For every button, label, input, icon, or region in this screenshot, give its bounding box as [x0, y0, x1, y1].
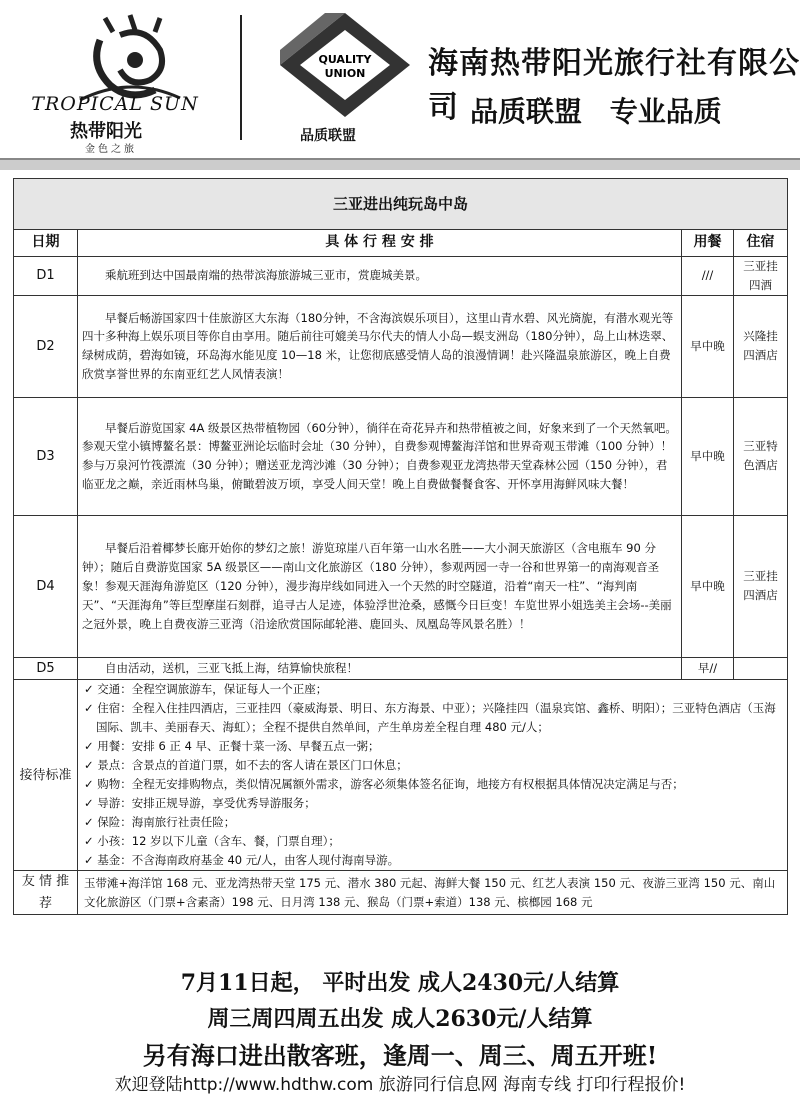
header-plan: 具 体 行 程 安 排 — [78, 230, 682, 257]
day-label: D4 — [14, 515, 78, 657]
header-hotel: 住宿 — [734, 230, 788, 257]
price-line-1: 7月11日起， 平时出发 成人2430元/人结算 — [180, 970, 620, 996]
day-plan: 早餐后游览国家 4A 级景区热带植物园（60分钟），徜徉在奇花异卉和热带植被之间，好象来到了一个天然氧吧。参观天堂小镇博鳌名景：博鳌亚洲论坛临时会址（30 分钟），自费参观博鳌海洋馆和世界奇观玉带滩（100 分钟）！参与万泉河竹筏漂流（30 分钟）；赠送亚龙湾沙滩（30 分钟）；自费参观亚龙湾热带天堂森林公园（150 分钟），君临亚龙之巅，亲近雨林鸟巢，俯瞰碧波万顷，享受人间天堂！晚上自费做餐餐食客、开怀享用海鲜风味大餐！ — [78, 397, 682, 515]
day-label: D3 — [14, 397, 78, 515]
table-row — [14, 397, 788, 515]
day-meal: /// — [682, 257, 734, 296]
company-name: 海南热带阳光旅行社有限公司 — [428, 46, 800, 125]
day-plan: 早餐后沿着椰梦长廊开始你的梦幻之旅！游览琼崖八百年第一山水名胜——大小洞天旅游区（含电瓶车 90 分钟）；随后自费游览国家 5A 级景区——南山文化旅游区（180 分钟），参观两园一寺一谷和世界第一的南海观音圣象！参观天涯海角游览区（120 分钟），漫步海岸线如同进入一个天然的时空隧道，沿着“南天一柱”、“海判南天”、“天涯海角”等巨型摩崖石刻群，追寻古人足迹，体验浮世沧桑，感慨今日巨变！车览世界小姐选美主会场--美丽之冠外景，晚上自费夜游三亚湾（沿途欣赏国际邮轮港、鹿回头、凤凰岛等风景名胜）！ — [78, 515, 682, 657]
slogan: 品质联盟 专业品质 — [470, 95, 722, 128]
day-hotel: 三亚挂四酒店 — [734, 515, 788, 657]
union-cn: 品质联盟 — [300, 128, 356, 144]
service-item: ✓ 景点：含景点的首道门票，如不去的客人请在景区门口休息； — [84, 758, 408, 773]
day-hotel: 兴隆挂四酒店 — [734, 295, 788, 397]
tropical-sun-logo — [15, 5, 215, 155]
service-list — [78, 680, 788, 871]
day-hotel — [734, 657, 788, 679]
itinerary-table — [13, 178, 788, 915]
logo-cn: 热带阳光 — [70, 121, 142, 142]
website-line: 欢迎登陆http://www.hdthw.com 旅游同行信息网 海南专线 打印行程报价! — [114, 1075, 686, 1095]
header-bar — [0, 158, 800, 170]
recommend-row — [14, 871, 788, 915]
service-item: ✓ 基金：不含海南政府基金 40 元/人，由客人现付海南导游。 — [84, 853, 400, 868]
schedule-line: 另有海口进出散客班，逢周一、周三、周五开班! — [142, 1041, 658, 1070]
service-item: ✓ 购物：全程无安排购物点，类似情况属额外需求，游客必须集体签名征询，地接方有权根据具体情况决定满足与否； — [84, 777, 684, 792]
day-meal: 早// — [682, 657, 734, 679]
day-plan: 早餐后畅游国家四十佳旅游区大东海（180分钟，不含海滨娱乐项目），这里山青水碧、风光旖旎，有潜水观光等四十多种海上娱乐项目等你自由享用。随后前往可媲美马尔代夫的情人小岛—蜈支洲岛（180分钟），岛上山林迭翠、绿树成荫，碧海如镜，环岛海水能见度 10—18 米，让您彻底感受情人岛的浪漫情调！赴兴隆温泉旅游区，晚上自费欣赏享誉世界的东南亚红艺人风情表演！ — [78, 295, 682, 397]
union-en-1: QUALITY — [318, 53, 372, 66]
service-item: ✓ 导游：安排正规导游，享受优秀导游服务； — [84, 796, 316, 811]
page-header — [0, 0, 800, 160]
table-row — [14, 257, 788, 296]
day-label: D2 — [14, 295, 78, 397]
day-hotel: 三亚特色酒店 — [734, 397, 788, 515]
recommend-label: 友 情 推 荐 — [14, 871, 78, 915]
service-label: 接待标准 — [14, 680, 78, 871]
logo-text: TROPICAL SUN — [31, 93, 199, 115]
service-item: ✓ 用餐：安排 6 正 4 早、正餐十菜一汤、早餐五点一粥； — [84, 739, 380, 754]
table-row — [14, 295, 788, 397]
service-item: ✓ 住宿：全程入住挂四酒店，三亚挂四（豪威海景、明日、东方海景、中亚）；兴隆挂四（温泉宾馆、鑫桥、明阳）；三亚特色酒店（玉海国际、凯丰、美丽春天、海虹）；全程不提供自然单间，产生单房差全程自理 480 元/人； — [84, 701, 776, 735]
service-row — [14, 680, 788, 871]
table-row — [14, 657, 788, 679]
header-date: 日期 — [14, 230, 78, 257]
recommend-text: 玉带滩+海洋馆 168 元、亚龙湾热带天堂 175 元、潜水 380 元起、海鲜大餐 150 元、红艺人表演 150 元、夜游三亚湾 150 元、南山文化旅游区（门票+含素斋）198 元、日月湾 138 元、猴岛（门票+索道）138 元、槟榔园 168 元 — [78, 871, 788, 915]
day-label: D1 — [14, 257, 78, 296]
service-item: ✓ 小孩：12 岁以下儿童（含车、餐，门票自理）； — [84, 834, 340, 849]
day-plan: 自由活动，送机，三亚飞抵上海，结算愉快旅程！ — [78, 657, 682, 679]
service-item: ✓ 交通：全程空调旅游车，保证每人一个正座； — [84, 682, 328, 697]
day-label: D5 — [14, 657, 78, 679]
union-en-2: UNION — [324, 67, 366, 80]
day-hotel: 三亚挂四酒 — [734, 257, 788, 296]
day-plan: 乘航班到达中国最南端的热带滨海旅游城三亚市，赏鹿城美景。 — [78, 257, 682, 296]
header-meal: 用餐 — [682, 230, 734, 257]
day-meal: 早中晚 — [682, 515, 734, 657]
day-meal: 早中晚 — [682, 397, 734, 515]
header-divider — [240, 15, 242, 140]
day-meal: 早中晚 — [682, 295, 734, 397]
table-title: 三亚进出纯玩岛中岛 — [14, 179, 788, 230]
table-row — [14, 515, 788, 657]
sun-logo-icon — [75, 10, 185, 105]
service-item: ✓ 保险：海南旅行社责任险； — [84, 815, 236, 830]
price-line-2: 周三周四周五出发 成人2630元/人结算 — [207, 1006, 593, 1032]
logo-sub: 金色之旅 — [85, 144, 137, 155]
